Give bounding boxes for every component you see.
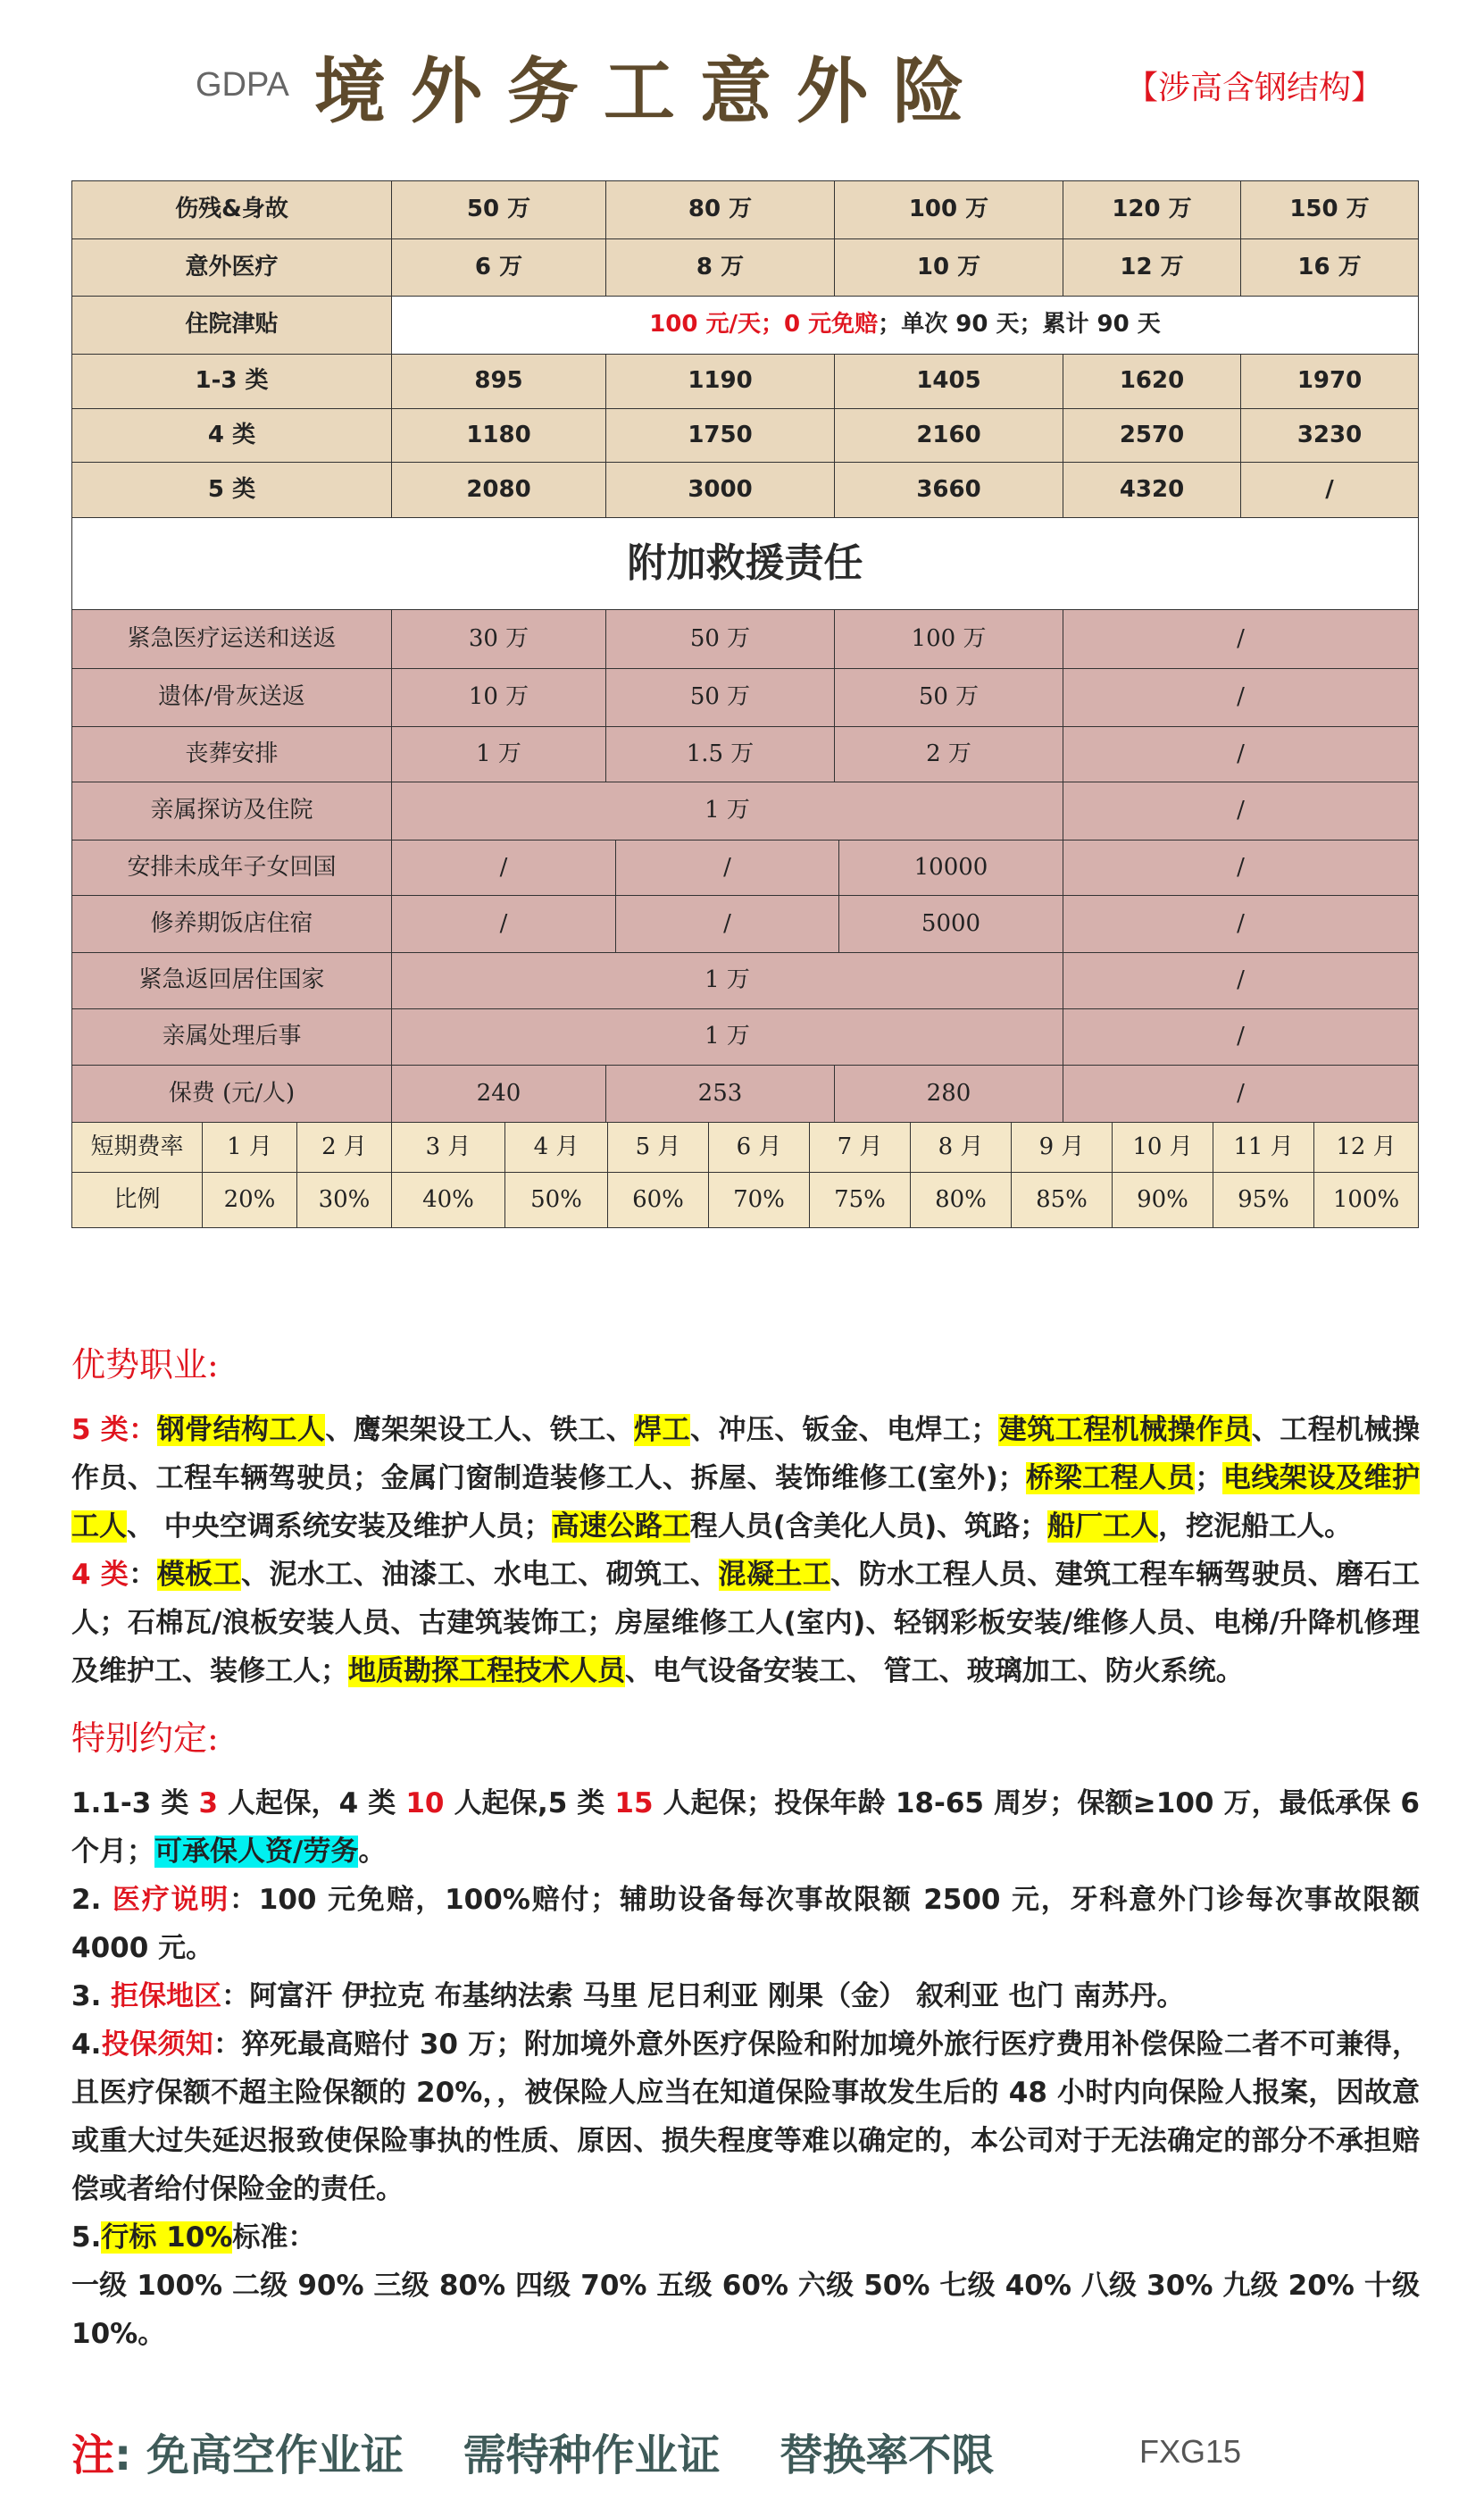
value-cell: 2 万: [834, 726, 1063, 782]
text: 程人员(含美化人员)、筑路；: [689, 1510, 1048, 1543]
value-cell: 1620: [1063, 354, 1241, 409]
text: 、电气设备安装工、 管工、玻璃加工、防火系统。: [625, 1655, 1244, 1687]
red-text: 10: [405, 1787, 445, 1819]
text: 3.: [71, 1980, 112, 2012]
text: ，挖泥船工人。: [1158, 1510, 1353, 1543]
value-cell: /: [1063, 952, 1419, 1009]
paragraph: [71, 1972, 1420, 2020]
highlighted-text: 焊工: [634, 1414, 691, 1446]
red-text: 5 类：: [71, 1414, 157, 1446]
value-cell: 1 万: [391, 726, 606, 782]
value-cell: 1750: [605, 408, 835, 463]
row-label: 丧葬安排: [71, 726, 392, 782]
ratio-cell: 20%: [202, 1172, 297, 1228]
value-cell: /: [1063, 782, 1419, 841]
footer-item: 替换率不限: [780, 2430, 995, 2480]
ratio-cell: 90%: [1112, 1172, 1213, 1228]
value-cell: 80 万: [605, 180, 835, 239]
row-label: 修养期饭店住宿: [71, 895, 392, 953]
highlighted-text: 模板工: [156, 1559, 242, 1591]
text: 人起保，4 类: [218, 1787, 406, 1819]
text: 、泥水工、油漆工、水电工、砌筑工、: [241, 1559, 719, 1591]
value-cell: 3000: [605, 462, 835, 518]
paragraph: [71, 1876, 1420, 1972]
row-label: 紧急医疗运送和送返: [71, 609, 392, 669]
footer-item: 免高空作业证: [146, 2430, 404, 2480]
value-cell: /: [1063, 668, 1419, 727]
red-text: 15: [614, 1787, 654, 1819]
value-cell: 5000: [838, 895, 1063, 953]
logo-text: GDPA: [196, 65, 289, 104]
ratio-cell: 85%: [1011, 1172, 1113, 1228]
value-cell: 10 万: [391, 668, 606, 727]
text: ：: [129, 1559, 157, 1591]
text: 2.: [71, 1884, 113, 1916]
value-cell: 50 万: [834, 668, 1063, 727]
value-cell: 6 万: [391, 238, 606, 297]
text: 、鹰架架设工人、铁工、: [325, 1414, 635, 1446]
row-label: 意外医疗: [71, 238, 392, 297]
text: 标准：: [232, 2221, 316, 2254]
value-cell: /: [1063, 1065, 1419, 1123]
value-cell: 895: [391, 354, 606, 409]
highlighted-text: 混凝土工: [718, 1559, 831, 1591]
special-heading: 特别约定:: [71, 1719, 219, 1758]
text: 。: [358, 1836, 387, 1868]
value-cell: /: [1063, 1008, 1419, 1066]
red-text: 拒保地区: [111, 1980, 222, 2012]
value-cell: 10000: [838, 840, 1063, 896]
row-label: 保费 (元/人): [71, 1065, 392, 1123]
ratio-cell: 100%: [1313, 1172, 1419, 1228]
text: ：阿富汗 伊拉克 布基纳法索 马里 尼日利亚 刚果（金） 叙利亚 也门 南苏丹。: [221, 1980, 1185, 2012]
text: 5.: [71, 2221, 102, 2254]
row-label: 住院津贴: [71, 296, 392, 355]
merged-cell: 1 万: [391, 782, 1063, 841]
month-cell: 7 月: [809, 1122, 911, 1173]
value-cell: 3230: [1240, 408, 1419, 463]
value-cell: 2570: [1063, 408, 1241, 463]
highlighted-text: 地质勘探工程技术人员: [348, 1655, 625, 1687]
value-cell: /: [615, 840, 839, 896]
value-cell: 4320: [1063, 462, 1241, 518]
merged-cell: [391, 296, 1419, 355]
paragraph: [71, 2213, 1420, 2262]
value-cell: /: [1063, 840, 1419, 896]
row-label: 1-3 类: [71, 354, 392, 409]
month-cell: 4 月: [504, 1122, 608, 1173]
row-label: 亲属探访及住院: [71, 782, 392, 841]
month-cell: 8 月: [910, 1122, 1012, 1173]
value-cell: /: [391, 840, 616, 896]
value-cell: 100 万: [834, 180, 1063, 239]
row-label: 4 类: [71, 408, 392, 463]
note-colon: :: [114, 2430, 132, 2480]
value-cell: /: [615, 895, 839, 953]
text-section: [71, 1340, 1420, 2509]
special-section: [71, 1779, 1420, 2358]
month-cell: 9 月: [1011, 1122, 1113, 1173]
row-label: 亲属处理后事: [71, 1008, 392, 1066]
text: 、 中央空调系统安装及维护人员；: [127, 1510, 552, 1543]
title-tag: 【涉高含钢结构】: [1125, 69, 1383, 106]
value-cell: 12 万: [1063, 238, 1241, 297]
text: 人起保；投保年龄 18-65 周岁；保额≥100 万，最低承保 6 个月；: [71, 1787, 1420, 1868]
footer-code: FXG15: [1138, 2432, 1241, 2470]
merged-cell: 1 万: [391, 952, 1063, 1009]
value-cell: 120 万: [1063, 180, 1241, 239]
cell-text: ；单次 90 天；累计 90 天: [878, 311, 1161, 339]
note-label: 注: [71, 2430, 115, 2480]
ratio-cell: 30%: [296, 1172, 392, 1228]
ratio-cell: 40%: [391, 1172, 505, 1228]
row-label: 5 类: [71, 462, 392, 518]
highlighted-text: 建筑工程机械操作员: [998, 1414, 1252, 1446]
month-cell: 12 月: [1313, 1122, 1419, 1173]
value-cell: 1405: [834, 354, 1063, 409]
cell-text: 100 元/天；0 元免赔: [649, 311, 879, 339]
ratio-cell: 75%: [809, 1172, 911, 1228]
row-label: 遗体/骨灰送返: [71, 668, 392, 727]
value-cell: 280: [834, 1065, 1063, 1123]
row-label: 紧急返回居住国家: [71, 952, 392, 1009]
text: ：100 元免赔，100%赔付；辅助设备每次事故限额 2500 元，牙科意外门诊每次事故限额 4000 元。: [71, 1884, 1421, 1964]
page-title: 境外务工意外险: [313, 49, 989, 133]
section-title: 附加救援责任: [71, 517, 1419, 610]
occupations-section: [71, 1406, 1420, 1695]
ratio-cell: 60%: [607, 1172, 709, 1228]
value-cell: 1190: [605, 354, 835, 409]
value-cell: 50 万: [605, 668, 835, 727]
highlighted-text: 行标 10%: [101, 2221, 233, 2254]
text: 、工程机械操作员、工程车辆驾驶员；金属门窗制造装修工人、拆屋、装饰维修工(室外)；: [71, 1414, 1421, 1494]
row-label: 比例: [71, 1172, 203, 1228]
value-cell: /: [1063, 895, 1419, 953]
value-cell: /: [1063, 726, 1419, 782]
value-cell: 30 万: [391, 609, 606, 669]
highlighted-text: 电线架设及维护工人: [71, 1462, 1420, 1543]
text: 4.: [71, 2028, 102, 2061]
value-cell: /: [391, 895, 616, 953]
paragraph: [71, 1779, 1420, 1876]
text: ；: [1195, 1462, 1223, 1494]
paragraph: [71, 1406, 1420, 1551]
value-cell: /: [1240, 462, 1419, 518]
text: 人起保,5 类: [444, 1787, 615, 1819]
value-cell: 10 万: [834, 238, 1063, 297]
text: 1.1-3 类: [71, 1787, 199, 1819]
month-cell: 6 月: [708, 1122, 810, 1173]
occupations-heading: 优势职业:: [71, 1345, 219, 1384]
value-cell: /: [1063, 609, 1419, 669]
highlighted-text: 高速公路工: [551, 1510, 690, 1543]
value-cell: 100 万: [834, 609, 1063, 669]
value-cell: 240: [391, 1065, 606, 1123]
red-text: 医疗说明: [112, 1884, 229, 1916]
text: 、防水工程人员、建筑工程车辆驾驶员、磨石工人；石棉瓦/浪板安装人员、古建筑装饰工；房屋维修工人(室内)、轻钢彩板安装/维修人员、电梯/升降机修理及维护工、装修工人；: [71, 1559, 1421, 1687]
text: 一级 100% 二级 90% 三级 80% 四级 70% 五级 60% 六级 50% 七级 40% 八级 30% 九级 20% 十级 10%。: [71, 2270, 1420, 2350]
red-text: 3: [198, 1787, 219, 1819]
value-cell: 1970: [1240, 354, 1419, 409]
value-cell: 2080: [391, 462, 606, 518]
footer-row: [71, 2421, 1420, 2509]
highlighted-text: 船厂工人: [1047, 1510, 1159, 1543]
merged-cell: 1 万: [391, 1008, 1063, 1066]
highlighted-text: 桥梁工程人员: [1025, 1462, 1196, 1494]
value-cell: 50 万: [605, 609, 835, 669]
row-label: 伤残&身故: [71, 180, 392, 239]
value-cell: 8 万: [605, 238, 835, 297]
month-cell: 10 月: [1112, 1122, 1213, 1173]
highlighted-text: 可承保人资/劳务: [154, 1836, 359, 1868]
ratio-cell: 95%: [1213, 1172, 1314, 1228]
page-header: [196, 36, 1383, 134]
month-cell: 1 月: [202, 1122, 297, 1173]
value-cell: 253: [605, 1065, 835, 1123]
month-cell: 2 月: [296, 1122, 392, 1173]
value-cell: 16 万: [1240, 238, 1419, 297]
ratio-cell: 50%: [504, 1172, 608, 1228]
value-cell: 50 万: [391, 180, 606, 239]
ratio-cell: 80%: [910, 1172, 1012, 1228]
text: 、冲压、钣金、电焊工；: [690, 1414, 999, 1446]
value-cell: 3660: [834, 462, 1063, 518]
text: ：猝死最高赔付 30 万；附加境外意外医疗保险和附加境外旅行医疗费用补偿保险二者不可兼得，且医疗保额不超主险保额的 20%，，被保险人应当在知道保险事故发生后的 48 小时内向保险人报案，因故意或重大过失延迟报致使保险事执的性质、原因、损失程度等难以确定的，本公司对于无法确定的部分不承担赔偿或者给付保险金的责任。: [71, 2028, 1420, 2205]
red-text: 投保须知: [101, 2028, 214, 2061]
value-cell: 1180: [391, 408, 606, 463]
footer-note: [71, 2421, 994, 2482]
value-cell: 1.5 万: [605, 726, 835, 782]
ratio-cell: 70%: [708, 1172, 810, 1228]
value-cell: 2160: [834, 408, 1063, 463]
month-cell: 5 月: [607, 1122, 709, 1173]
paragraph: [71, 2262, 1420, 2358]
row-label: 短期费率: [71, 1122, 203, 1173]
paragraph: [71, 2020, 1420, 2213]
footer-item: 需特种作业证: [463, 2430, 721, 2480]
red-text: 4 类: [71, 1559, 129, 1591]
month-cell: 11 月: [1213, 1122, 1314, 1173]
row-label: 安排未成年子女回国: [71, 840, 392, 896]
month-cell: 3 月: [391, 1122, 505, 1173]
paragraph: [71, 1551, 1420, 1695]
value-cell: 150 万: [1240, 180, 1419, 239]
highlighted-text: 钢骨结构工人: [156, 1414, 326, 1446]
